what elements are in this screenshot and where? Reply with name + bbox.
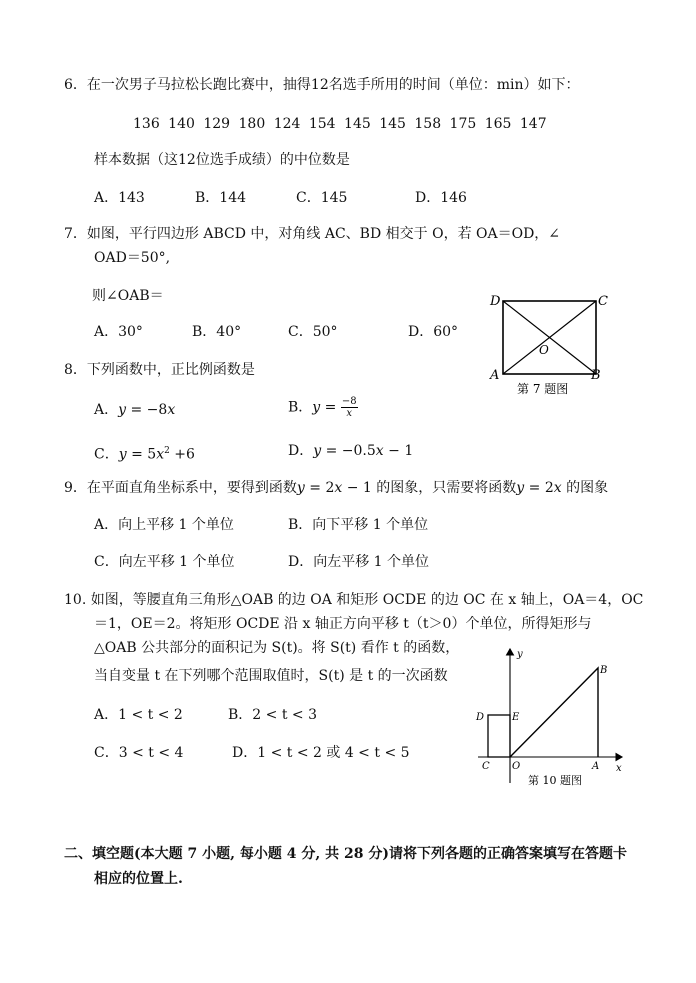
q10-option-a: A．1 < t < 2 [94, 707, 183, 723]
q7-stem-line1: 7．如图，平行四边形 ABCD 中，对角线 AC、BD 相交于 O，若 OA＝OD，∠ [64, 226, 561, 242]
q10-stem-line2: ＝1，OE＝2。将矩形 OCDE 沿 x 轴正方向平移 t（t＞0）个单位，所得矩形与 [94, 616, 592, 632]
q7-caption: 第 7 题图 [517, 382, 569, 396]
q10-triangle-oab [510, 668, 598, 757]
q8-b-eq: = [320, 399, 341, 416]
q9-f2-x: x [553, 480, 562, 496]
q8-b-denominator: x [346, 408, 353, 419]
q6-option-a: A．143 [94, 190, 145, 206]
q9-option-c: C．向左平移 1 个单位 [94, 554, 235, 570]
q10-label-a: A [592, 761, 600, 772]
q6-sub: 样本数据（这12位选手成绩）的中位数是 [94, 152, 350, 168]
q9-stem-a: 9．在平面直角坐标系中，要得到函数 [64, 480, 297, 496]
q8-d-tail: − 1 [383, 443, 414, 459]
q8-b-lhs: y [312, 399, 321, 416]
q8-a-prefix: A． [94, 402, 119, 418]
section2-heading-line1: 二、填空题(本大题 7 小题, 每小题 4 分, 共 28 分)请将下列各题的正确答案填写在答题卡 [64, 846, 627, 862]
q10-label-c: C [482, 761, 490, 772]
q8-option-a [94, 400, 175, 420]
q10-caption: 第 10 题图 [528, 774, 582, 787]
q8-d-var: x [375, 443, 384, 459]
q10-label-d: D [476, 712, 485, 723]
q10-stem-line4: 当自变量 t 在下列哪个范围取值时，S(t) 是 t 的一次函数 [94, 668, 448, 684]
q9-stem-c: 的图象 [561, 480, 609, 496]
q10-label-o: O [512, 761, 521, 772]
q8-a-lhs: y [118, 402, 127, 418]
q7-option-b: B．40° [192, 324, 242, 340]
q10-option-c: C．3 < t < 4 [94, 745, 184, 761]
q9-option-b: B．向下平移 1 个单位 [288, 517, 429, 533]
q8-c-var: x [156, 446, 165, 463]
q9-f1-tail: − 1 [342, 480, 372, 496]
q7-option-c: C．50° [288, 324, 338, 340]
q7-label-d: D [490, 294, 501, 309]
q8-c-tail: +6 [169, 446, 195, 463]
q9-f2-mid: = 2 [524, 480, 554, 496]
q8-b-fraction [341, 396, 358, 419]
q8-option-b [288, 396, 358, 426]
q8-stem: 8．下列函数中，正比例函数是 [64, 362, 255, 378]
q7-stem-line2: OAD＝50°, [94, 250, 171, 266]
q9-f1-y: y [296, 480, 305, 496]
q6-option-b: B．144 [195, 190, 247, 206]
q9-f2-y: y [516, 480, 525, 496]
q10-figure [470, 643, 630, 793]
q10-option-b: B．2 < t < 3 [228, 707, 317, 723]
q10-option-d: D．1 < t < 2 或 4 < t < 5 [232, 745, 410, 761]
q8-option-c [94, 441, 195, 465]
q9-stem [64, 478, 608, 498]
q9-f1-mid: = 2 [304, 480, 335, 496]
q8-a-rhs: = −8 [126, 402, 168, 418]
q10-label-b: B [600, 665, 608, 676]
q8-d-rhs: = −0.5 [321, 443, 376, 459]
q7-label-a: A [490, 368, 500, 383]
q7-figure [484, 290, 608, 400]
q10-label-e: E [512, 712, 520, 723]
q8-a-var: x [167, 402, 176, 418]
q8-c-exp: 2 [164, 446, 170, 456]
q6-data-row: 136 140 129 180 124 154 145 145 158 175 165 147 [133, 116, 547, 132]
q6-option-d: D．146 [415, 190, 467, 206]
q8-b-numerator: −8 [341, 396, 357, 407]
section2-heading-line2: 相应的位置上. [94, 871, 183, 887]
q9-stem-b: 的图象，只需要将函数 [371, 480, 517, 496]
q10-stem-line1: 10. 如图，等腰直角三角形△OAB 的边 OA 和矩形 OCDE 的边 OC 在 x 轴上，OA＝4，OC [64, 592, 644, 608]
q6-option-c: C．145 [296, 190, 348, 206]
q8-c-lhs: y [118, 446, 127, 463]
q6-stem: 6．在一次男子马拉松长跑比赛中，抽得12名选手所用的时间（单位：min）如下： [64, 77, 580, 93]
q8-option-d [288, 441, 413, 461]
q7-option-a: A．30° [94, 324, 143, 340]
q7-label-o: O [539, 343, 549, 357]
q9-f1-x: x [334, 480, 343, 496]
q8-c-prefix: C． [94, 446, 119, 463]
q8-b-prefix: B． [288, 399, 313, 416]
q9-option-a: A．向上平移 1 个单位 [94, 517, 234, 533]
q7-label-c: C [598, 294, 608, 309]
q7-stem-line3: 则∠OAB＝ [92, 288, 164, 304]
q9-option-d: D．向左平移 1 个单位 [288, 554, 430, 570]
q10-label-y: y [517, 649, 523, 660]
q7-label-b: B [591, 368, 601, 383]
q8-d-lhs: y [313, 443, 322, 459]
q10-stem-line3: △OAB 公共部分的面积记为 S(t)。将 S(t) 看作 t 的函数， [94, 640, 460, 656]
q10-rectangle-ocde [488, 715, 510, 757]
q10-label-x: x [616, 763, 622, 774]
q7-option-d: D．60° [408, 324, 459, 340]
q8-d-prefix: D． [288, 443, 314, 459]
q8-c-rhs: = 5 [126, 446, 157, 463]
